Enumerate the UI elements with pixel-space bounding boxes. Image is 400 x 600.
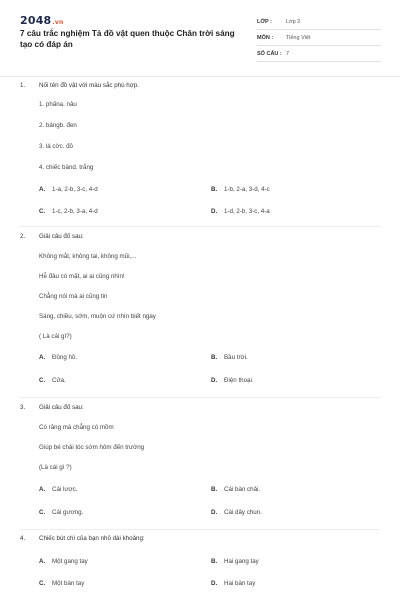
question-line: 2. bảngb. đen <box>39 122 77 129</box>
question-divider <box>20 226 380 227</box>
option-b[interactable]: B. Hai gang tay <box>211 558 259 565</box>
question-line: Giúp bé chải tóc sớm hôm đến trường <box>39 444 145 451</box>
option-d[interactable]: D. Cái dây chun. <box>211 509 262 516</box>
meta-label: MÔN : <box>257 34 274 41</box>
meta-value: Lớp 2 <box>286 18 301 25</box>
option-c[interactable]: C. Cửa. <box>39 377 66 384</box>
option-a[interactable]: A. Cái lược. <box>39 486 78 493</box>
option-b[interactable]: B. Bầu trời. <box>211 354 248 361</box>
question-line: (Là cái gì ?) <box>39 464 72 471</box>
option-c[interactable]: C. Một bàn tay <box>39 580 85 587</box>
option-d[interactable]: D. Điện thoại. <box>211 377 254 384</box>
question-line: 3. lá cờc. đỏ <box>39 143 73 150</box>
question-line: Không mắt, không tai, không mũi,... <box>39 253 137 260</box>
question-prompt: Giải câu đố sau: <box>39 233 84 240</box>
option-c[interactable]: C. 1-c, 2-b, 3-a, 4-d <box>39 208 98 215</box>
logo-main: 2048 <box>20 14 52 27</box>
question-line: Hễ đâu có mặt, ai ai cũng nhìn! <box>39 273 125 280</box>
logo-tld: .vn <box>52 19 64 26</box>
meta-row-grade <box>257 14 381 30</box>
question-line: 4. chiếc bànd. trắng <box>39 164 94 171</box>
question-line: Sáng, chiều, sớm, muộn cứ nhìn biết ngay <box>39 313 156 320</box>
question-line: ( Là cái gì?) <box>39 333 72 340</box>
meta-info <box>257 14 381 62</box>
question-prompt: Giải câu đố sau: <box>39 404 84 411</box>
question-line: Chẳng nói mà ai cũng tin <box>39 293 108 300</box>
question-prompt: Nối tên đồ vật với màu sắc phù hợp. <box>39 82 139 89</box>
meta-value: Tiếng Việt <box>286 34 311 41</box>
question-2 <box>20 233 380 393</box>
question-4 <box>20 535 380 597</box>
option-d[interactable]: D. Hai bàn tay <box>211 580 256 587</box>
page-title: 7 câu trắc nghiệm Tả đồ vật quen thuộc Chân trời sáng tạo có đáp án <box>20 29 235 49</box>
question-divider <box>20 397 380 398</box>
option-c[interactable]: C. Cái gương. <box>39 509 84 516</box>
option-b[interactable]: B. 1-b, 2-a, 3-d, 4-c <box>211 186 270 193</box>
option-a[interactable]: A. Một gang tay <box>39 558 88 565</box>
question-1 <box>20 82 380 222</box>
option-a[interactable]: A. Đồng hồ. <box>39 354 78 361</box>
question-prompt: Chiếc bút chì của bạn nhỏ dài khoảng: <box>39 535 145 542</box>
header-divider <box>0 76 400 77</box>
meta-value: 7 <box>286 50 290 57</box>
option-b[interactable]: B. Cái bàn chải. <box>211 486 261 493</box>
question-number: 2. <box>20 233 26 240</box>
question-number: 3. <box>20 404 26 411</box>
question-number: 1. <box>20 82 26 89</box>
option-d[interactable]: D. 1-d, 2-b, 3-c, 4-a <box>211 208 270 215</box>
meta-row-count <box>257 46 381 62</box>
meta-label: LỚP : <box>257 18 272 25</box>
question-3 <box>20 404 380 526</box>
question-line: 1. phấna. nâu <box>39 101 77 108</box>
meta-row-subject <box>257 30 381 46</box>
question-divider <box>20 529 380 530</box>
question-line: Có răng mà chẳng có mồm <box>39 424 114 431</box>
option-a[interactable]: A. 1-a, 2-b, 3-c, 4-d <box>39 186 98 193</box>
meta-label: SỐ CÂU : <box>257 50 282 57</box>
question-number: 4. <box>20 535 26 542</box>
